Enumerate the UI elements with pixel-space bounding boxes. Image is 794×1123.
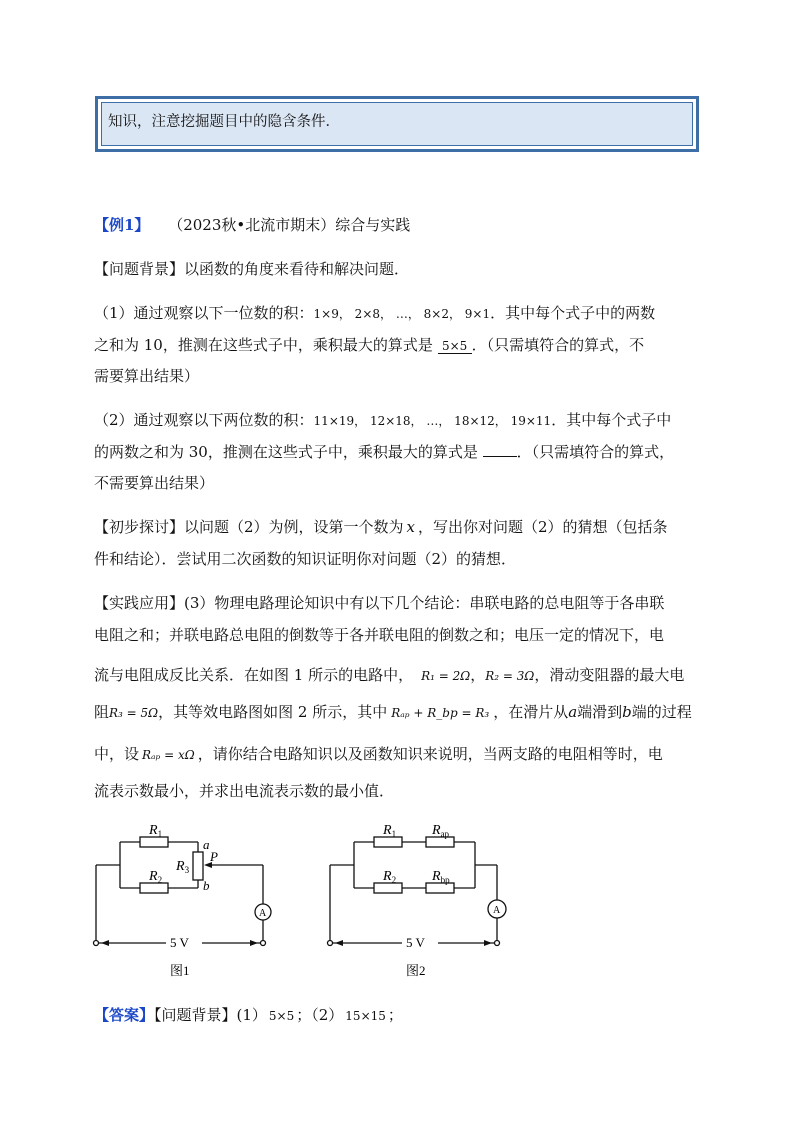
r2-label: $R_2$ [149, 869, 163, 885]
answer-line [94, 1004, 403, 1025]
apply-line-5 [94, 743, 663, 764]
resistor-r2 [374, 883, 402, 893]
apply-line-1: 【实践应用】(3）物理电路理论知识中有以下几个结论：串联电路的总电阻等于各串联 [94, 594, 665, 612]
q1-text: ．（只需填符合的算式，不 [471, 336, 645, 354]
q2-products: 11×19， 12×18， …， 18×12， 19×11 [313, 414, 552, 428]
answer-1: 5×5 [268, 1009, 295, 1023]
voltage-arrow-left-icon [101, 940, 109, 946]
apply-text: 端的过程 [631, 703, 692, 721]
apply-text: 中，设 [94, 745, 140, 763]
q1-answer-blank: 5×5 [438, 339, 472, 354]
circuit-figure-1 [88, 812, 288, 982]
q2-text: ．（只需填符合的算式， [516, 443, 675, 461]
example-heading [94, 214, 410, 235]
q1-products: 1×9， 2×8， …， 8×2， 9×1 [313, 307, 491, 321]
answer-2: 15×15 [345, 1009, 386, 1023]
answer-text: ； [387, 1006, 403, 1024]
explore-line-1 [94, 516, 668, 537]
q2-answer-blank [483, 444, 517, 457]
explore-text: 【初步探讨】以问题（2）为例，设第一个数为 [94, 518, 404, 536]
voltage-arrow-left-icon [335, 940, 343, 946]
answer-text: ；（2） [296, 1006, 344, 1024]
apply-text: ，在滑片从 [493, 703, 569, 721]
resistance-equation: Rₐₚ + R_bp = R₃ [391, 706, 490, 720]
r3-value: R₃ = 5Ω [109, 706, 159, 720]
apply-text: 端滑到 [577, 703, 623, 721]
rap-value: Rₐₚ = xΩ [142, 748, 195, 762]
q1-text: ．其中每个式子中的两数 [490, 304, 656, 322]
example-tag: 【例1】 [94, 216, 150, 234]
r1-value: R₁ = 2Ω [421, 669, 471, 683]
apply-text: 流与电阻成反比关系．在如图 1 所示的电路中， [94, 666, 414, 684]
q2-text: （2）通过观察以下两位数的积： [94, 411, 314, 429]
circuit-figure-2 [322, 812, 512, 982]
q2-text: ．其中每个式子中 [551, 411, 672, 429]
r2-label: $R_2$ [383, 869, 397, 885]
rap-label: $R_{ap}$ [432, 823, 450, 839]
note-box [95, 96, 699, 152]
apply-line-4 [94, 701, 692, 722]
point-b-label: b [203, 878, 210, 893]
q2-line-3: 不需要算出结果） [94, 474, 215, 492]
q1-text: （1）通过观察以下一位数的积： [94, 304, 314, 322]
q2-line-2 [94, 441, 674, 462]
explore-text: ，写出你对问题（2）的猜想（包括条 [418, 518, 668, 536]
voltage-arrow-right-icon [484, 940, 492, 946]
slider-p-label: P [210, 849, 218, 864]
apply-var-b: b [622, 703, 632, 721]
terminal-right [261, 941, 266, 946]
example-source: （2023秋•北流市期末）综合与实践 [168, 216, 411, 234]
figure2-caption: 图2 [406, 963, 426, 978]
q1-text: 之和为 10，推测在这些式子中，乘积最大的算式是 [94, 336, 438, 354]
r1-label: $R_1$ [149, 823, 163, 839]
q2-line-1 [94, 409, 671, 430]
explore-line-2: 件和结论）．尝试用二次函数的知识证明你对问题（2）的猜想． [94, 550, 517, 568]
apply-var-a: a [568, 703, 578, 721]
voltage-label: 5 V [170, 935, 189, 950]
ammeter-label: A [493, 905, 501, 916]
point-a-label: a [203, 837, 210, 852]
answer-text: 【问题背景】(1） [154, 1006, 267, 1024]
r1-label: $R_1$ [383, 823, 397, 839]
figure1-caption: 图1 [170, 963, 190, 978]
note-text: 知识，注意挖掘题目中的隐含条件． [101, 102, 693, 146]
apply-text: 阻 [94, 703, 110, 721]
voltage-label: 5 V [406, 935, 425, 950]
apply-text: ，其等效电路图如图 2 所示，其中 [158, 703, 388, 721]
ammeter-label: A [259, 908, 267, 919]
q1-line-1 [94, 302, 655, 323]
r2-value: R₂ = 3Ω [485, 669, 535, 683]
q1-line-2 [94, 334, 644, 355]
answer-tag: 【答案】 [94, 1006, 155, 1024]
voltage-arrow-right-icon [250, 940, 258, 946]
resistor-r2 [140, 883, 168, 893]
resistor-r1 [374, 837, 402, 847]
q1-line-3: 需要算出结果） [94, 367, 200, 385]
terminal-right [495, 941, 500, 946]
background-text: 以函数的角度来看待和解决问题． [184, 260, 410, 278]
resistor-r1 [140, 837, 168, 847]
apply-text: ，滑动变阻器的最大电 [534, 666, 685, 684]
resistor-r3 [193, 852, 203, 880]
background-tag: 【问题背景】 [94, 260, 185, 278]
rbp-label: $R_{bp}$ [432, 869, 450, 885]
r3-label: $R_3$ [176, 859, 190, 875]
apply-line-6: 流表示数最小，并求出电流表示数的最小值． [94, 782, 395, 800]
apply-line-2: 电阻之和；并联电路总电阻的倒数等于各并联电阻的倒数之和；电压一定的情况下，电 [94, 626, 665, 644]
q2-text: 的两数之和为 30，推测在这些式子中，乘积最大的算式是 [94, 443, 483, 461]
apply-line-3: 流与电阻成反比关系．在如图 1 所示的电路中， R₁ = 2Ω，R₂ = 3Ω，滑动变阻器的最大电 [94, 666, 685, 684]
terminal-left [328, 941, 333, 946]
explore-var: x [406, 518, 416, 536]
apply-text: ，请你结合电路知识以及函数知识来说明，当两支路的电阻相等时，电 [197, 745, 663, 763]
background-line [94, 258, 409, 279]
